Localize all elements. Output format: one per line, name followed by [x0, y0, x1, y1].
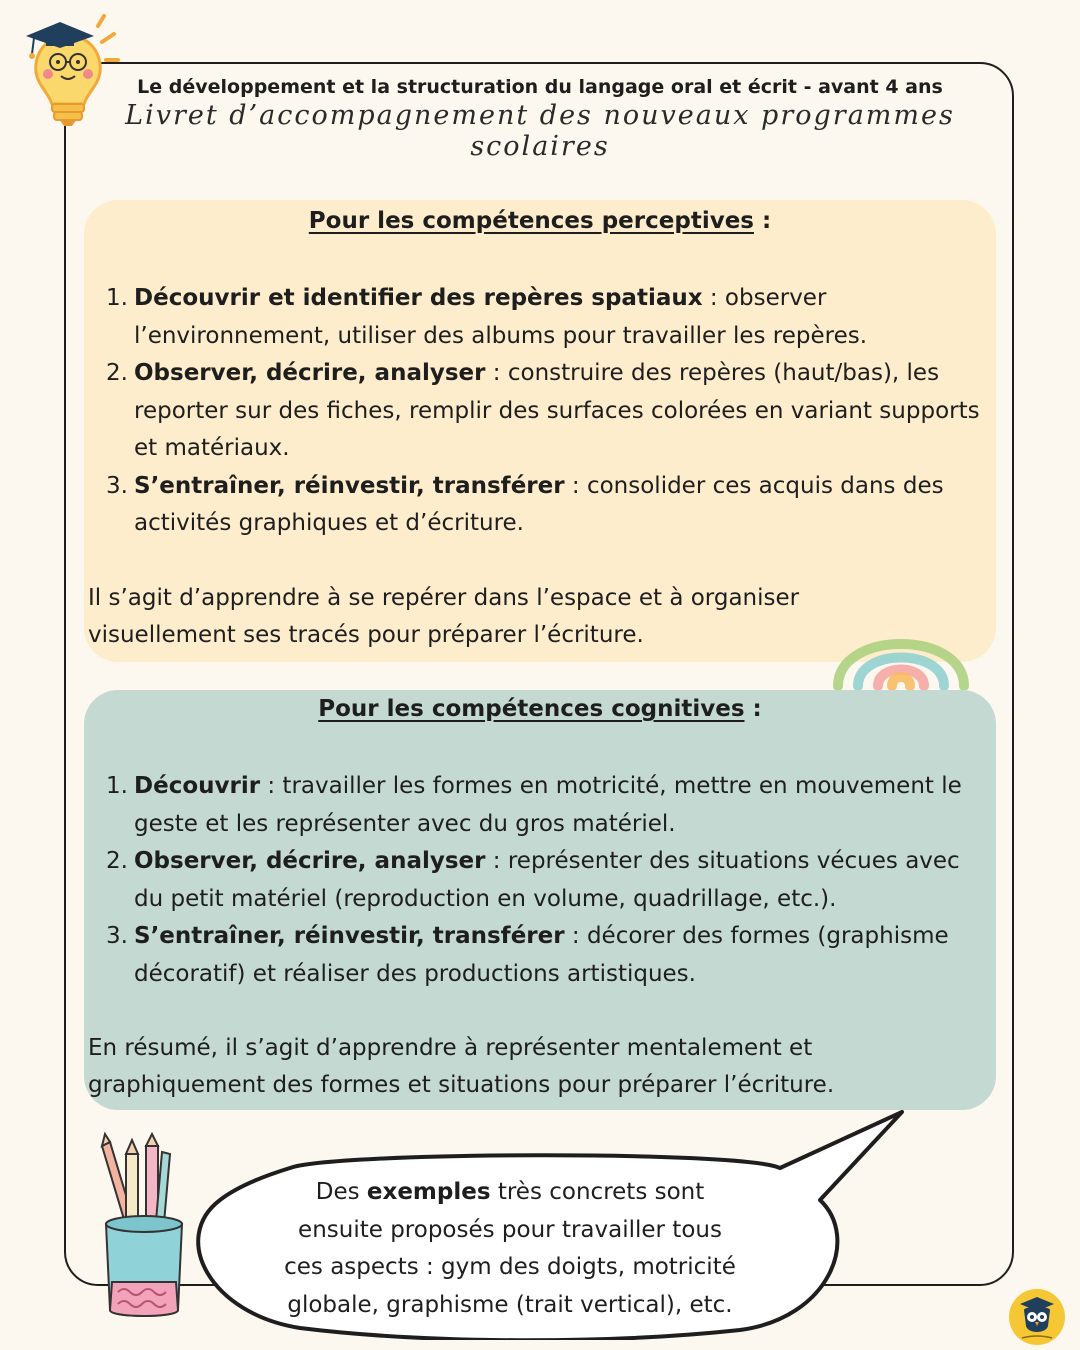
bubble-text-part: Des	[315, 1179, 367, 1205]
perceptive-heading	[84, 208, 996, 234]
list-item	[84, 843, 996, 918]
list-item	[84, 768, 996, 843]
list-item	[84, 918, 996, 993]
page-subtitle: Livret d’accompagnement des nouveaux programmes scolaires	[125, 100, 955, 162]
bubble-text	[238, 1174, 782, 1324]
rainbow-icon	[828, 590, 974, 690]
bubble-text-part: très concrets sont	[490, 1179, 705, 1205]
step-title: S’entraîner, réinvestir, transférer	[134, 923, 565, 949]
list-item	[84, 280, 996, 355]
step-number: 3.	[106, 923, 128, 949]
cognitive-heading-text: Pour les compétences cognitives	[318, 696, 745, 722]
step-number: 3.	[106, 472, 128, 499]
owl-badge-icon	[1008, 1288, 1066, 1346]
perceptive-steps-list	[84, 280, 996, 543]
cognitive-skills-panel	[84, 690, 996, 1110]
step-text: : observer l’environnement, utiliser des albums pour travailler les repères.	[134, 285, 868, 349]
step-title: Découvrir et identifier des repères spatiaux	[134, 285, 703, 311]
list-item	[84, 468, 996, 543]
step-title: Observer, décrire, analyser	[134, 360, 486, 386]
cognitive-summary-line: graphiquement des formes et situations pour préparer l’écriture.	[88, 1072, 835, 1098]
step-text: : décorer des formes (graphisme décoratif) et réaliser des productions artistiques.	[134, 923, 949, 987]
perceptive-heading-text: Pour les compétences perceptives	[308, 208, 754, 234]
step-text: : construire des repères (haut/bas), les reporter sur des fiches, remplir des surfaces colorées en variant supports et matériaux.	[134, 360, 980, 461]
step-number: 1.	[106, 773, 128, 799]
step-title: S’entraîner, réinvestir, transférer	[134, 472, 565, 499]
step-text: : représenter des situations vécues avec du petit matériel (reproduction en volume, quadrillage, etc.).	[134, 848, 960, 912]
step-text: : consolider ces acquis dans des activités graphiques et d’écriture.	[134, 472, 944, 536]
step-number: 1.	[106, 285, 128, 311]
cognitive-summary-line: En résumé, il s’agit d’apprendre à représenter mentalement et	[88, 1035, 813, 1061]
perceptive-summary-line: visuellement ses tracés pour préparer l’écriture.	[88, 622, 644, 648]
cognitive-summary	[88, 1030, 988, 1104]
step-title: Observer, décrire, analyser	[134, 848, 486, 874]
pencil-cup-icon	[96, 1132, 192, 1328]
page-title: Le développement et la structuration du langage oral et écrit - avant 4 ans	[137, 76, 943, 98]
cognitive-heading	[84, 696, 996, 722]
bubble-line: ensuite proposés pour travailler tous	[298, 1216, 722, 1243]
bubble-line: globale, graphisme (trait vertical), etc.	[287, 1291, 733, 1318]
step-title: Découvrir	[134, 773, 261, 799]
bubble-line	[238, 1174, 782, 1212]
cognitive-steps-list	[84, 768, 996, 993]
list-item	[84, 355, 996, 468]
step-number: 2.	[106, 360, 128, 386]
bubble-line: ces aspects : gym des doigts, motricité	[284, 1254, 736, 1280]
perceptive-summary-line: Il s’agit d’apprendre à se repérer dans l’espace et à organiser	[88, 585, 800, 611]
step-number: 2.	[106, 848, 128, 874]
step-text: : travailler les formes en motricité, mettre en mouvement le geste et les représenter avec du gros matériel.	[134, 773, 962, 837]
cognitive-heading-colon: :	[744, 696, 762, 722]
bubble-text-emphasis: exemples	[366, 1179, 491, 1205]
perceptive-heading-colon: :	[753, 208, 772, 234]
